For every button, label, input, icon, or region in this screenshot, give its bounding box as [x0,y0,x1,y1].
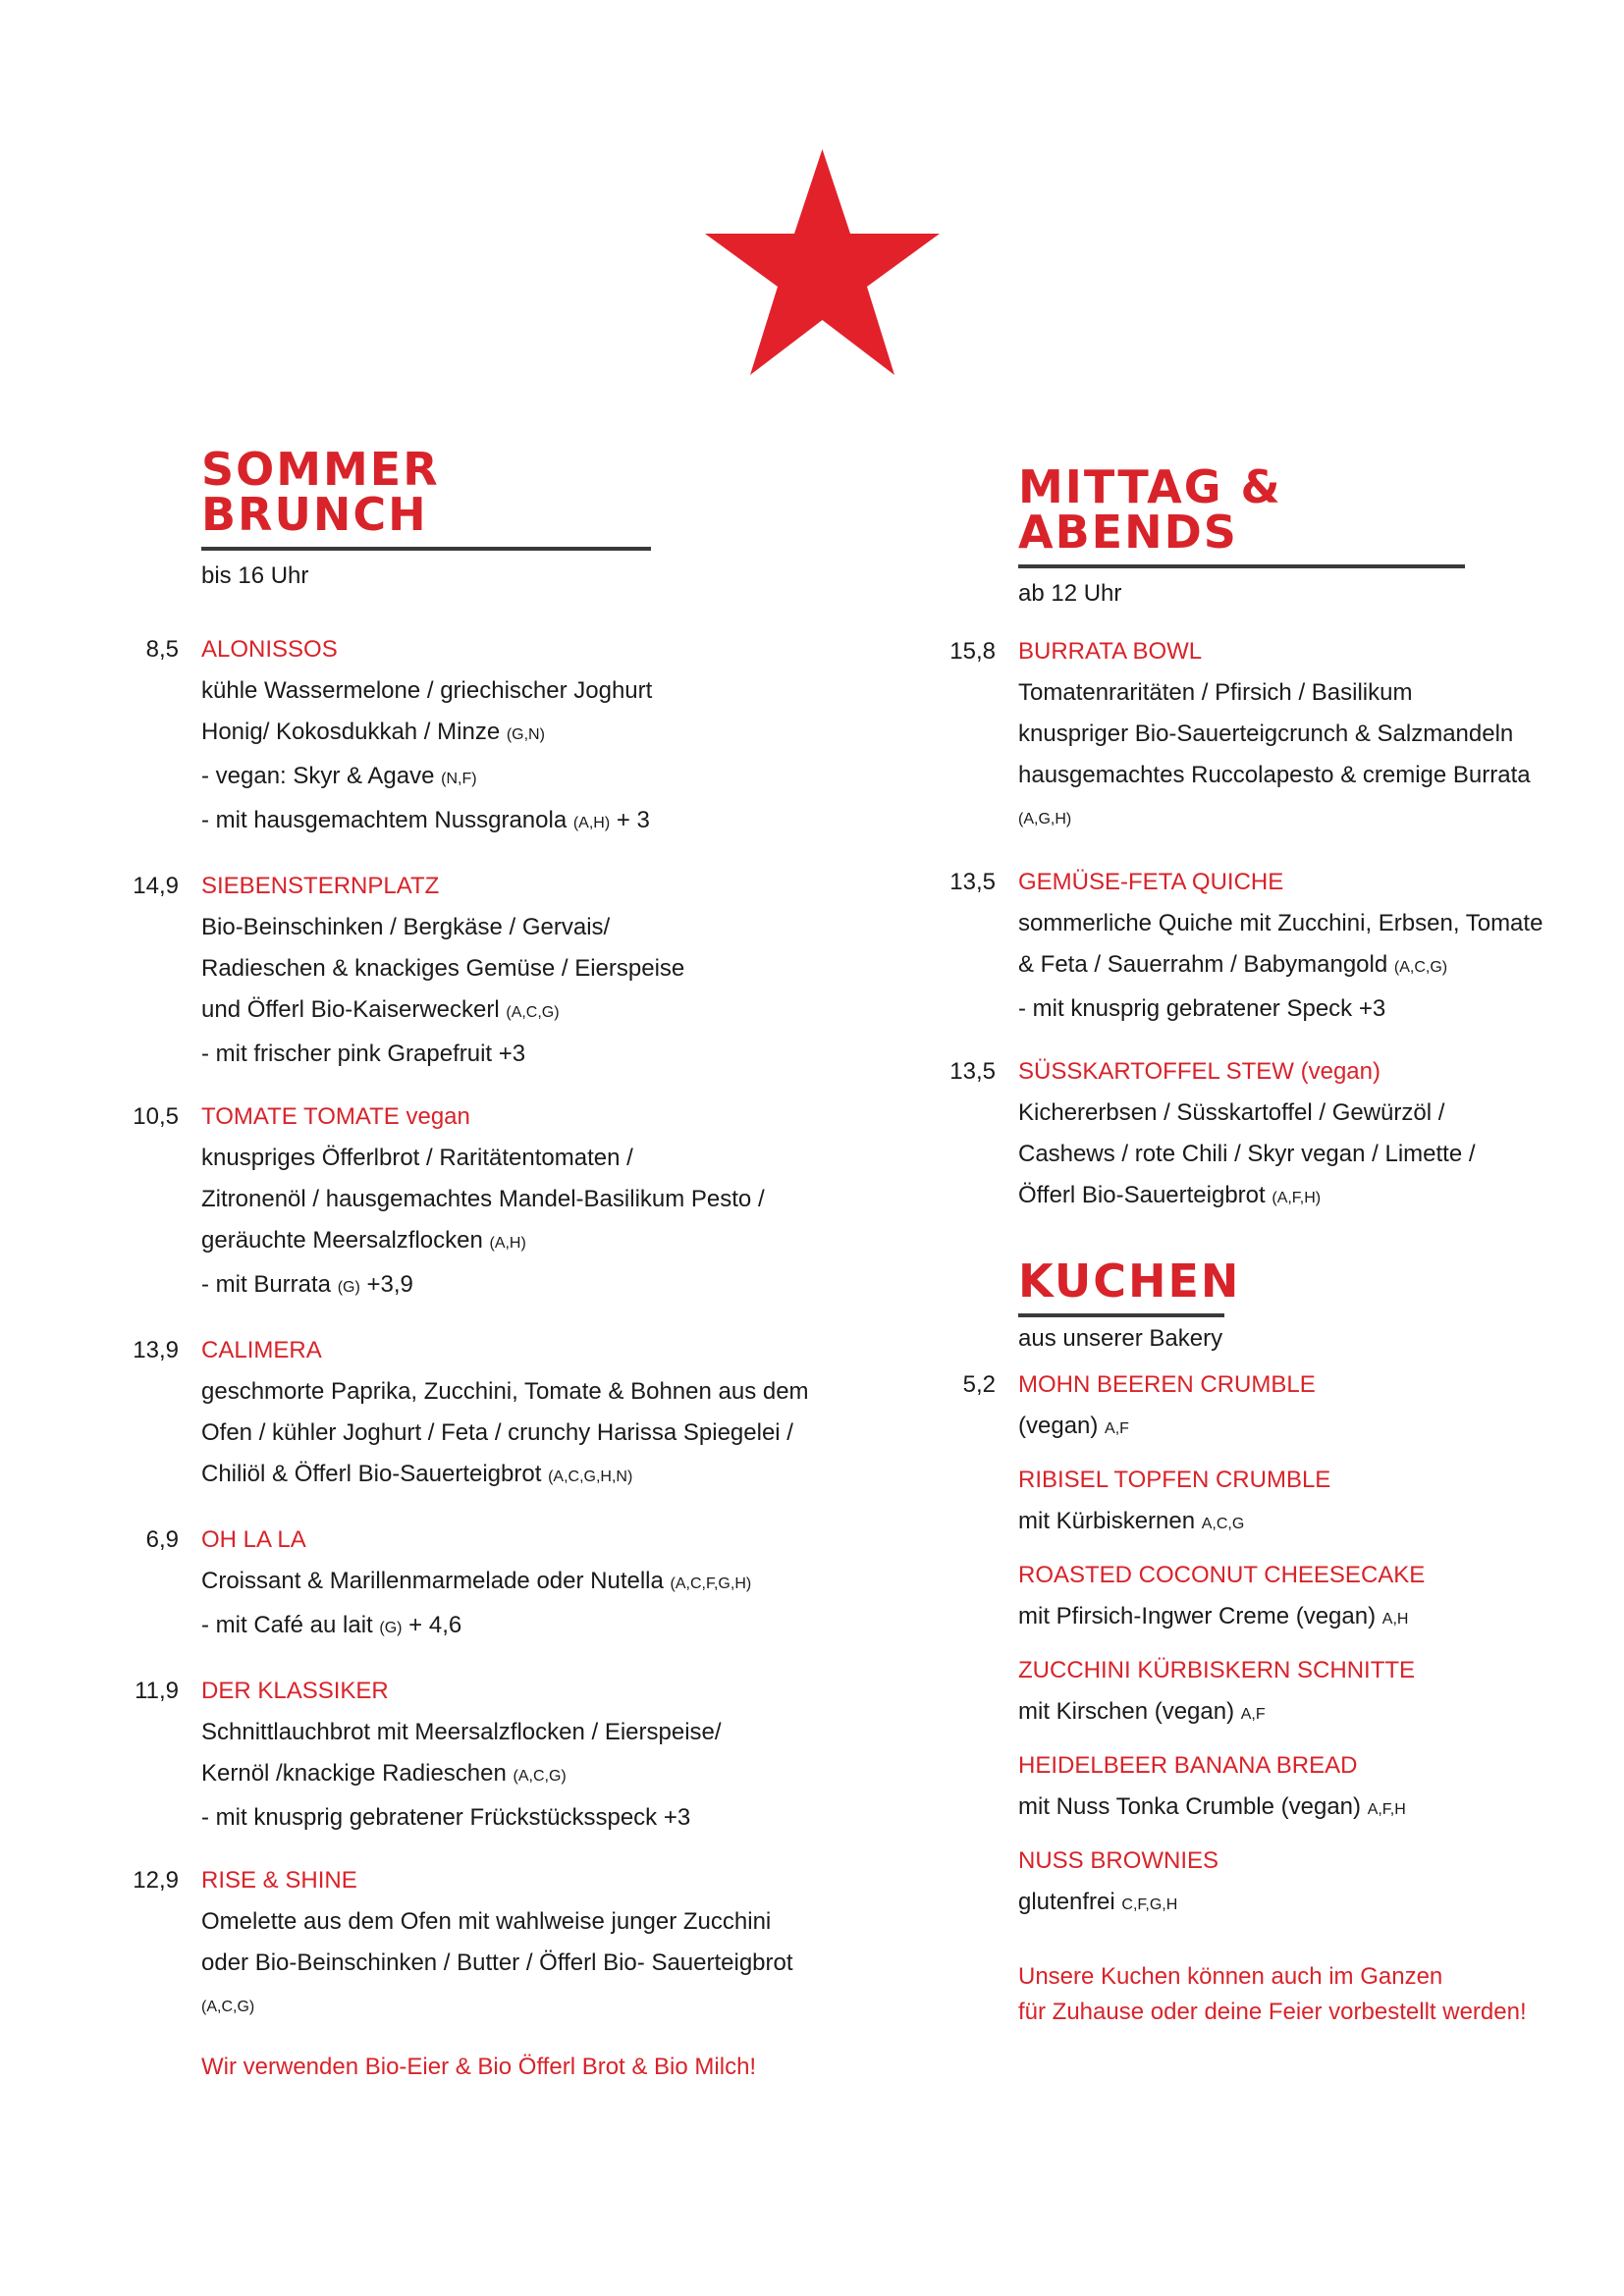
item-name: CALIMERA [201,1337,322,1363]
item-description-line [1018,1596,1596,1640]
kuchen-note-line: für Zuhause oder deine Feier vorbestellt werden! [1018,1999,1527,2025]
item-price [928,1745,1018,1831]
description-text: - mit Burrata [201,1271,338,1298]
description-text: sommerliche Quiche mit Zucchini, Erbsen, Tomate [1018,910,1543,936]
description-text: & Feta / Sauerrahm / Babymangold [1018,951,1394,978]
section-title-kuchen: KUCHEN [1018,1255,1241,1308]
description-text: oder Bio-Beinschinken / Butter / Öfferl Bio- Sauerteigbrot [201,1949,793,1976]
menu-item [928,631,1596,840]
description-text: hausgemachtes Ruccolapesto & cremige Burrata [1018,762,1531,788]
allergen-codes: A,F [1105,1420,1129,1437]
item-description-line [201,1220,864,1264]
menu-item [118,629,864,844]
surcharge: + 3 [610,807,650,833]
item-body [1018,1650,1596,1735]
allergen-codes: (A,C,G,H,N) [548,1468,633,1485]
item-name: MOHN BEEREN CRUMBLE [1018,1371,1316,1398]
allergen-codes: (A,C,G) [201,1999,255,2015]
allergen-codes: (G) [337,1279,360,1296]
item-price: 11,9 [135,1678,179,1704]
item-name: HEIDELBEER BANANA BREAD [1018,1752,1358,1779]
mittag-column [928,447,1596,2030]
item-body [201,1860,864,2028]
kuchen-header [1018,1255,1241,1353]
item-description-line [1018,796,1596,840]
allergen-codes: (A,C,G) [513,1768,567,1785]
item-body [1018,1460,1596,1545]
title-underline [1018,564,1465,568]
item-body [1018,1745,1596,1831]
section-title-mittag: MITTAG & ABENDS [1018,460,1282,559]
brunch-column [118,443,864,2085]
section-subtitle-mittag: ab 12 Uhr [1018,580,1122,607]
item-description-line [1018,1406,1596,1450]
kuchen-note [1018,1959,1596,2030]
section-title-brunch: SOMMER BRUNCH [201,443,440,541]
item-description-line [1018,1175,1596,1219]
description-text: knuspriges Öfferlbrot / Raritätentomaten / [201,1145,633,1171]
kuchen-note-line: Unsere Kuchen können auch im Ganzen [1018,1963,1443,1990]
surcharge: + 4,6 [402,1612,462,1638]
item-description-line [1018,755,1596,796]
item-description-line [1018,714,1596,755]
description-text: und Öfferl Bio-Kaiserweckerl [201,996,507,1023]
brunch-item-list [118,629,864,2028]
allergen-codes: A,F [1240,1706,1266,1723]
description-text: mit Pfirsich-Ingwer Creme (vegan) [1018,1603,1382,1629]
menu-item [928,1460,1596,1545]
item-body [1018,1051,1596,1219]
description-text: Honig/ Kokosdukkah / Minze [201,719,507,745]
description-text: Croissant & Marillenmarmelade oder Nutella [201,1568,671,1594]
item-description-line [1018,1134,1596,1175]
item-name: ROASTED COCONUT CHEESECAKE [1018,1562,1426,1588]
description-text: (vegan) [1018,1413,1106,1439]
description-text: geschmorte Paprika, Zucchini, Tomate & Bohnen aus dem [201,1378,809,1405]
item-description-line [201,1454,864,1498]
item-name: SÜSSKARTOFFEL STEW (vegan) [1018,1058,1380,1085]
item-price: 12,9 [133,1867,179,1894]
menu-item [118,1860,864,2028]
item-name: ZUCCHINI KÜRBISKERN SCHNITTE [1018,1657,1416,1683]
item-name: RIBISEL TOPFEN CRUMBLE [1018,1467,1331,1493]
item-description-line [201,1901,864,1943]
item-price [928,1650,1018,1735]
item-body [201,1671,864,1839]
item-body [1018,631,1596,840]
item-description-line [201,1712,864,1753]
item-name: ALONISSOS [201,636,338,663]
allergen-codes: (A,H) [489,1235,526,1252]
item-description-line [1018,944,1596,988]
menu-item [928,1650,1596,1735]
item-description-line [201,948,864,989]
allergen-codes: (A,C,F,G,H) [670,1575,752,1592]
item-price: 5,2 [962,1371,996,1398]
menu-item [928,1364,1596,1450]
item-price: 14,9 [133,873,179,899]
item-description-line [201,670,864,712]
item-name: OH LA LA [201,1526,306,1553]
item-description-line [201,1179,864,1220]
allergen-codes: (A,H) [572,815,611,831]
item-description-line [201,756,864,800]
item-description-line [201,1371,864,1413]
item-body [201,1096,864,1308]
item-body [1018,1555,1596,1640]
description-text: - mit hausgemachtem Nussgranola [201,807,573,833]
mittag-item-list [928,631,1596,1219]
allergen-codes: C,F,G,H [1121,1896,1178,1913]
item-price: 8,5 [145,636,179,663]
allergen-codes: (G,N) [506,726,545,743]
item-description-line [201,989,864,1034]
item-description-line [201,712,864,756]
item-price: 10,5 [133,1103,179,1130]
item-description-line [201,1943,864,1984]
description-text: mit Kirschen (vegan) [1018,1698,1241,1725]
allergen-codes: (A,C,G) [1393,959,1448,976]
menu-item [928,1051,1596,1219]
description-text: Zitronenöl / hausgemachtes Mandel-Basilikum Pesto / [201,1186,765,1212]
description-text: glutenfrei [1018,1889,1122,1915]
item-description-line [1018,1093,1596,1134]
item-name: BURRATA BOWL [1018,638,1203,665]
description-text: mit Nuss Tonka Crumble (vegan) [1018,1793,1368,1820]
description-text: Ofen / kühler Joghurt / Feta / crunchy Harissa Spiegelei / [201,1419,793,1446]
item-description-line [201,1797,864,1839]
item-body [1018,1841,1596,1926]
item-name: RISE & SHINE [201,1867,357,1894]
red-star-icon [702,147,943,378]
allergen-codes: (G) [379,1620,403,1636]
description-text: - mit Café au lait [201,1612,380,1638]
item-description-line [201,907,864,948]
description-text: - vegan: Skyr & Agave [201,763,442,789]
item-description-line [201,1753,864,1797]
menu-item [118,1520,864,1649]
item-description-line [1018,1787,1596,1831]
description-text: Schnittlauchbrot mit Meersalzflocken / Eierspeise/ [201,1719,722,1745]
menu-item [118,1096,864,1308]
allergen-codes: A,H [1381,1611,1409,1628]
item-body [201,629,864,844]
allergen-codes: (A,C,G) [506,1004,560,1021]
item-price [928,1460,1018,1545]
item-description-line [1018,903,1596,944]
item-price [928,1841,1018,1926]
menu-item [118,1671,864,1839]
section-subtitle-brunch: bis 16 Uhr [201,562,309,589]
item-description-line [201,1413,864,1454]
description-text: Cashews / rote Chili / Skyr vegan / Limette / [1018,1141,1476,1167]
item-description-line [1018,1501,1596,1545]
mittag-header [1018,460,1465,608]
item-description-line [201,800,864,844]
item-price: 13,9 [133,1337,179,1363]
item-description-line [201,1138,864,1179]
description-text: kühle Wassermelone / griechischer Joghurt [201,677,653,704]
description-text: knuspriger Bio-Sauerteigcrunch & Salzmandeln [1018,721,1514,747]
item-price: 13,5 [949,1058,996,1085]
surcharge: +3,9 [359,1271,413,1298]
item-body [1018,1364,1596,1450]
title-underline [1018,1313,1224,1317]
description-text: - mit knusprig gebratener Frückstücksspeck +3 [201,1804,691,1831]
menu-item [928,862,1596,1030]
item-description-line [201,1984,864,2028]
allergen-codes: A,C,G [1201,1516,1245,1532]
description-text: mit Kürbiskernen [1018,1508,1202,1534]
menu-item [928,1745,1596,1831]
menu-item [928,1841,1596,1926]
item-name: DER KLASSIKER [201,1678,389,1704]
allergen-codes: (A,F,H) [1272,1190,1322,1206]
item-name: GEMÜSE-FETA QUICHE [1018,869,1284,895]
item-description-line [201,1034,864,1075]
item-price: 13,5 [949,869,996,895]
item-price: 15,8 [949,638,996,665]
item-description-line [1018,988,1596,1030]
description-text: Bio-Beinschinken / Bergkäse / Gervais/ [201,914,611,940]
description-text: - mit knusprig gebratener Speck +3 [1018,995,1386,1022]
brunch-note: Wir verwenden Bio-Eier & Bio Öfferl Brot & Bio Milch! [201,2054,757,2080]
item-body [201,866,864,1075]
allergen-codes: (A,G,H) [1018,811,1072,828]
menu-item [118,1330,864,1498]
item-name: SIEBENSTERNPLATZ [201,873,440,899]
item-description-line [201,1264,864,1308]
section-subtitle-kuchen: aus unserer Bakery [1018,1325,1223,1352]
description-text: Öfferl Bio-Sauerteigbrot [1018,1182,1272,1208]
item-body [201,1520,864,1649]
description-text: Kichererbsen / Süsskartoffel / Gewürzöl / [1018,1099,1445,1126]
item-description-line [1018,1691,1596,1735]
menu-item [928,1555,1596,1640]
item-name: TOMATE TOMATE vegan [201,1103,470,1130]
allergen-codes: A,F,H [1367,1801,1406,1818]
item-price [928,1555,1018,1640]
menu-item [118,866,864,1075]
item-body [1018,862,1596,1030]
item-name: NUSS BROWNIES [1018,1847,1219,1874]
item-description-line [1018,672,1596,714]
item-price: 6,9 [145,1526,179,1553]
title-underline [201,547,651,551]
description-text: Radieschen & knackiges Gemüse / Eierspeise [201,955,685,982]
description-text: Kernöl /knackige Radieschen [201,1760,514,1787]
kuchen-item-list [928,1364,1596,1926]
allergen-codes: (N,F) [441,771,477,787]
item-description-line [201,1605,864,1649]
description-text: Tomatenraritäten / Pfirsich / Basilikum [1018,679,1413,706]
item-description-line [201,1561,864,1605]
description-text: Omelette aus dem Ofen mit wahlweise junger Zucchini [201,1908,772,1935]
description-text: geräuchte Meersalzflocken [201,1227,490,1254]
item-body [201,1330,864,1498]
description-text: - mit frischer pink Grapefruit +3 [201,1041,526,1067]
brunch-header [201,443,651,590]
item-description-line [1018,1882,1596,1926]
description-text: Chiliöl & Öfferl Bio-Sauerteigbrot [201,1461,549,1487]
